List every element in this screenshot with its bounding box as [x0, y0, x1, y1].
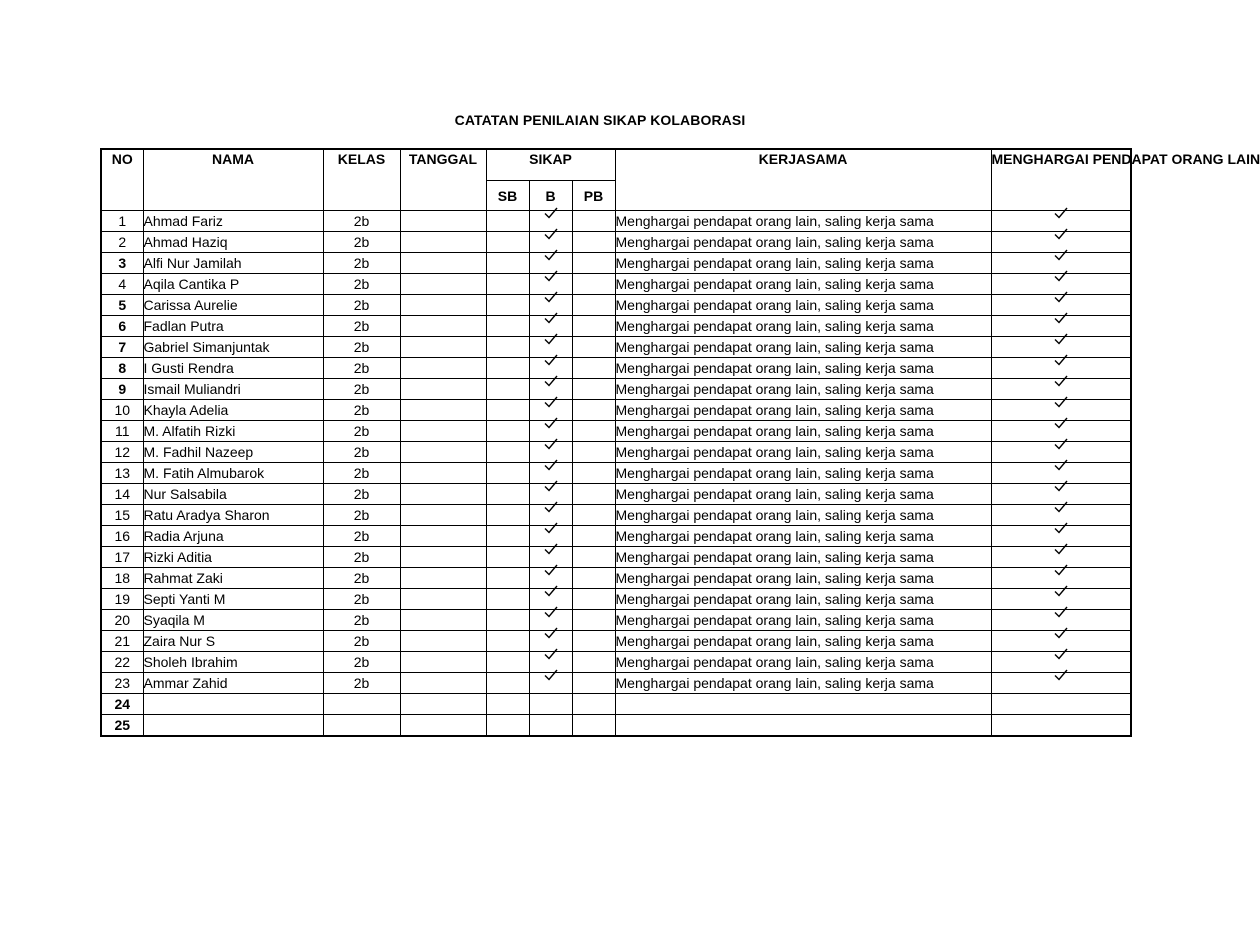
cell-nama: Carissa Aurelie: [143, 295, 323, 316]
table-row: [101, 379, 1131, 400]
cell-nama: Nur Salsabila: [143, 484, 323, 505]
cell-pb: [572, 589, 615, 610]
cell-no: 22: [101, 652, 143, 673]
table-row: [101, 568, 1131, 589]
table-row: [101, 673, 1131, 694]
cell-nama: Septi Yanti M: [143, 589, 323, 610]
cell-tanggal: [400, 652, 486, 673]
cell-pb: [572, 547, 615, 568]
cell-sb: [486, 568, 529, 589]
cell-sb: [486, 589, 529, 610]
cell-kerjasama: Menghargai pendapat orang lain, saling kerja sama: [615, 526, 991, 547]
checkmark-icon: [544, 360, 558, 376]
cell-sb: [486, 652, 529, 673]
cell-tanggal: [400, 274, 486, 295]
cell-sb: [486, 694, 529, 715]
checkmark-icon: [1054, 486, 1068, 502]
cell-tanggal: [400, 526, 486, 547]
cell-no: 5: [101, 295, 143, 316]
table-row: [101, 547, 1131, 568]
cell-nama: Rahmat Zaki: [143, 568, 323, 589]
cell-kerjasama: Menghargai pendapat orang lain, saling kerja sama: [615, 274, 991, 295]
cell-kerjasama: Menghargai pendapat orang lain, saling kerja sama: [615, 547, 991, 568]
cell-sb: [486, 379, 529, 400]
cell-no: 2: [101, 232, 143, 253]
cell-pb: [572, 715, 615, 737]
checkmark-icon: [1054, 612, 1068, 628]
checkmark-icon: [1054, 570, 1068, 586]
cell-b: [529, 715, 572, 737]
checkmark-icon: [544, 276, 558, 292]
table-row: [101, 526, 1131, 547]
cell-no: 4: [101, 274, 143, 295]
cell-sb: [486, 337, 529, 358]
cell-pb: [572, 253, 615, 274]
table-row: [101, 484, 1131, 505]
cell-pb: [572, 673, 615, 694]
table-row: [101, 253, 1131, 274]
table-row: [101, 358, 1131, 379]
cell-kelas: 2b: [323, 484, 400, 505]
assessment-table: [100, 148, 1260, 737]
cell-pb: [572, 505, 615, 526]
checkmark-icon: [544, 318, 558, 334]
checkmark-icon: [1054, 318, 1068, 334]
cell-sb: [486, 421, 529, 442]
checkmark-icon: [1054, 255, 1068, 271]
cell-pb: [572, 274, 615, 295]
cell-no: 6: [101, 316, 143, 337]
table-row: [101, 232, 1131, 253]
cell-sb: [486, 358, 529, 379]
cell-kerjasama: Menghargai pendapat orang lain, saling kerja sama: [615, 505, 991, 526]
checkmark-icon: [544, 255, 558, 271]
cell-kelas: 2b: [323, 274, 400, 295]
cell-kelas: 2b: [323, 442, 400, 463]
cell-sb: [486, 610, 529, 631]
cell-sb: [486, 673, 529, 694]
cell-kerjasama: Menghargai pendapat orang lain, saling kerja sama: [615, 358, 991, 379]
checkmark-icon: [1054, 675, 1068, 691]
cell-kerjasama: Menghargai pendapat orang lain, saling kerja sama: [615, 379, 991, 400]
cell-tanggal: [400, 379, 486, 400]
cell-no: 17: [101, 547, 143, 568]
cell-kelas: 2b: [323, 337, 400, 358]
cell-kerjasama: Menghargai pendapat orang lain, saling kerja sama: [615, 295, 991, 316]
cell-sb: [486, 463, 529, 484]
header-kelas: KELAS: [323, 149, 400, 211]
cell-nama: M. Fatih Almubarok: [143, 463, 323, 484]
cell-sb: [486, 295, 529, 316]
cell-nama: M. Alfatih Rizki: [143, 421, 323, 442]
cell-kerjasama: Menghargai pendapat orang lain, saling kerja sama: [615, 631, 991, 652]
checkmark-icon: [544, 234, 558, 250]
cell-no: 14: [101, 484, 143, 505]
checkmark-icon: [1054, 381, 1068, 397]
checkmark-icon: [544, 612, 558, 628]
checkmark-icon: [1054, 297, 1068, 313]
checkmark-icon: [544, 570, 558, 586]
cell-pb: [572, 442, 615, 463]
cell-kelas: 2b: [323, 631, 400, 652]
cell-kerjasama: Menghargai pendapat orang lain, saling kerja sama: [615, 652, 991, 673]
cell-tanggal: [400, 505, 486, 526]
cell-pb: [572, 652, 615, 673]
cell-no: 25: [101, 715, 143, 737]
cell-kelas: [323, 694, 400, 715]
cell-kelas: 2b: [323, 379, 400, 400]
table-row: [101, 337, 1131, 358]
cell-no: 12: [101, 442, 143, 463]
cell-tanggal: [400, 715, 486, 737]
cell-kerjasama: Menghargai pendapat orang lain, saling kerja sama: [615, 442, 991, 463]
checkmark-icon: [544, 213, 558, 229]
cell-nama: Rizki Aditia: [143, 547, 323, 568]
cell-pb: [572, 211, 615, 232]
cell-kerjasama: [615, 715, 991, 737]
cell-kelas: 2b: [323, 400, 400, 421]
checkmark-icon: [1054, 591, 1068, 607]
cell-no: 8: [101, 358, 143, 379]
cell-sb: [486, 211, 529, 232]
cell-sb: [486, 526, 529, 547]
cell-no: 21: [101, 631, 143, 652]
cell-kelas: 2b: [323, 358, 400, 379]
cell-kerjasama: Menghargai pendapat orang lain, saling kerja sama: [615, 421, 991, 442]
cell-sb: [486, 715, 529, 737]
cell-pb: [572, 526, 615, 547]
cell-tanggal: [400, 232, 486, 253]
checkmark-icon: [1054, 549, 1068, 565]
cell-nama: Ahmad Haziq: [143, 232, 323, 253]
cell-nama: Zaira Nur S: [143, 631, 323, 652]
cell-kelas: 2b: [323, 547, 400, 568]
cell-kerjasama: Menghargai pendapat orang lain, saling kerja sama: [615, 589, 991, 610]
cell-b: [529, 694, 572, 715]
cell-nama: Gabriel Simanjuntak: [143, 337, 323, 358]
cell-sb: [486, 316, 529, 337]
cell-kelas: 2b: [323, 232, 400, 253]
cell-tanggal: [400, 442, 486, 463]
checkmark-icon: [1054, 423, 1068, 439]
cell-kerjasama: Menghargai pendapat orang lain, saling kerja sama: [615, 484, 991, 505]
cell-sb: [486, 442, 529, 463]
cell-pb: [572, 400, 615, 421]
checkmark-icon: [1054, 654, 1068, 670]
cell-tanggal: [400, 358, 486, 379]
cell-no: 20: [101, 610, 143, 631]
checkmark-icon: [544, 423, 558, 439]
cell-kelas: 2b: [323, 505, 400, 526]
table-row: [101, 652, 1131, 673]
cell-nama: M. Fadhil Nazeep: [143, 442, 323, 463]
cell-kerjasama: Menghargai pendapat orang lain, saling kerja sama: [615, 211, 991, 232]
cell-tanggal: [400, 253, 486, 274]
cell-tanggal: [400, 589, 486, 610]
cell-sb: [486, 484, 529, 505]
cell-no: 10: [101, 400, 143, 421]
table-row: [101, 610, 1131, 631]
cell-pb: [572, 610, 615, 631]
cell-tanggal: [400, 421, 486, 442]
cell-pb: [572, 694, 615, 715]
checkmark-icon: [1054, 213, 1068, 229]
header-sb: SB: [486, 181, 529, 211]
checkmark-icon: [544, 444, 558, 460]
table-body: [101, 211, 1131, 737]
cell-pb: [572, 295, 615, 316]
checkmark-icon: [1054, 444, 1068, 460]
cell-nama: Khayla Adelia: [143, 400, 323, 421]
cell-tanggal: [400, 211, 486, 232]
cell-kerjasama: [615, 694, 991, 715]
checkmark-icon: [1054, 633, 1068, 649]
checkmark-icon: [1054, 465, 1068, 481]
cell-kelas: [323, 715, 400, 737]
cell-tanggal: [400, 337, 486, 358]
cell-pb: [572, 232, 615, 253]
header-tanggal: TANGGAL: [400, 149, 486, 211]
checkmark-icon: [1054, 339, 1068, 355]
cell-nama: Aqila Cantika P: [143, 274, 323, 295]
cell-pb: [572, 379, 615, 400]
cell-no: 24: [101, 694, 143, 715]
cell-tanggal: [400, 295, 486, 316]
cell-kelas: 2b: [323, 211, 400, 232]
checkmark-icon: [544, 339, 558, 355]
header-sikap: SIKAP: [486, 149, 615, 181]
cell-kerjasama: Menghargai pendapat orang lain, saling kerja sama: [615, 673, 991, 694]
cell-tanggal: [400, 463, 486, 484]
cell-kerjasama: Menghargai pendapat orang lain, saling kerja sama: [615, 400, 991, 421]
cell-sb: [486, 505, 529, 526]
cell-b: [529, 673, 572, 694]
table-row: [101, 442, 1131, 463]
cell-nama: Fadlan Putra: [143, 316, 323, 337]
cell-pb: [572, 358, 615, 379]
page-title: CATATAN PENILAIAN SIKAP KOLABORASI: [454, 112, 746, 128]
cell-kerjasama: Menghargai pendapat orang lain, saling kerja sama: [615, 232, 991, 253]
checkmark-icon: [544, 528, 558, 544]
cell-nama: Ammar Zahid: [143, 673, 323, 694]
checkmark-icon: [544, 654, 558, 670]
table-row: [101, 694, 1131, 715]
table-row: [101, 505, 1131, 526]
cell-tanggal: [400, 631, 486, 652]
table-row: [101, 589, 1131, 610]
table-row: [101, 211, 1131, 232]
table-row: [101, 715, 1131, 737]
cell-kelas: 2b: [323, 295, 400, 316]
cell-kelas: 2b: [323, 526, 400, 547]
cell-no: 15: [101, 505, 143, 526]
cell-kelas: 2b: [323, 589, 400, 610]
checkmark-icon: [544, 633, 558, 649]
cell-kerjasama: Menghargai pendapat orang lain, saling kerja sama: [615, 253, 991, 274]
cell-kelas: 2b: [323, 421, 400, 442]
cell-no: 9: [101, 379, 143, 400]
cell-nama: Ismail Muliandri: [143, 379, 323, 400]
cell-nama: Sholeh Ibrahim: [143, 652, 323, 673]
checkmark-icon: [544, 591, 558, 607]
cell-pb: [572, 631, 615, 652]
cell-no: 23: [101, 673, 143, 694]
cell-nama: Ahmad Fariz: [143, 211, 323, 232]
checkmark-icon: [544, 549, 558, 565]
cell-no: 3: [101, 253, 143, 274]
cell-pb: [572, 337, 615, 358]
cell-nama: Radia Arjuna: [143, 526, 323, 547]
cell-sb: [486, 400, 529, 421]
cell-nama: Alfi Nur Jamilah: [143, 253, 323, 274]
cell-tanggal: [400, 673, 486, 694]
cell-tanggal: [400, 547, 486, 568]
cell-no: 16: [101, 526, 143, 547]
header-pb: PB: [572, 181, 615, 211]
cell-tanggal: [400, 694, 486, 715]
cell-no: 1: [101, 211, 143, 232]
cell-sb: [486, 631, 529, 652]
table-row: [101, 316, 1131, 337]
header-nama: NAMA: [143, 149, 323, 211]
cell-nama: Ratu Aradya Sharon: [143, 505, 323, 526]
cell-no: 18: [101, 568, 143, 589]
header-menghargai: MENGHARGAI PENDAPAT ORANG LAIN: [991, 149, 1131, 211]
cell-sb: [486, 232, 529, 253]
cell-sb: [486, 547, 529, 568]
cell-pb: [572, 484, 615, 505]
cell-tanggal: [400, 568, 486, 589]
checkmark-icon: [1054, 507, 1068, 523]
checkmark-icon: [544, 675, 558, 691]
cell-menghargai: [991, 715, 1131, 737]
cell-nama: [143, 694, 323, 715]
table-row: [101, 463, 1131, 484]
table-row: [101, 400, 1131, 421]
cell-kelas: 2b: [323, 610, 400, 631]
checkmark-icon: [544, 486, 558, 502]
cell-kelas: 2b: [323, 652, 400, 673]
cell-no: 11: [101, 421, 143, 442]
cell-kelas: 2b: [323, 463, 400, 484]
header-b: B: [529, 181, 572, 211]
table-row: [101, 295, 1131, 316]
checkmark-icon: [544, 465, 558, 481]
cell-tanggal: [400, 400, 486, 421]
cell-no: 19: [101, 589, 143, 610]
checkmark-icon: [1054, 360, 1068, 376]
cell-no: 7: [101, 337, 143, 358]
checkmark-icon: [544, 507, 558, 523]
cell-tanggal: [400, 610, 486, 631]
table-row: [101, 631, 1131, 652]
cell-nama: Syaqila M: [143, 610, 323, 631]
checkmark-icon: [1054, 402, 1068, 418]
cell-sb: [486, 274, 529, 295]
checkmark-icon: [1054, 528, 1068, 544]
cell-kerjasama: Menghargai pendapat orang lain, saling kerja sama: [615, 337, 991, 358]
cell-kelas: 2b: [323, 568, 400, 589]
checkmark-icon: [1054, 276, 1068, 292]
cell-menghargai: [991, 673, 1131, 694]
cell-kelas: 2b: [323, 253, 400, 274]
checkmark-icon: [544, 402, 558, 418]
cell-menghargai: [991, 694, 1131, 715]
cell-no: 13: [101, 463, 143, 484]
checkmark-icon: [544, 381, 558, 397]
table-row: [101, 421, 1131, 442]
cell-tanggal: [400, 484, 486, 505]
cell-nama: I Gusti Rendra: [143, 358, 323, 379]
cell-kerjasama: Menghargai pendapat orang lain, saling kerja sama: [615, 463, 991, 484]
cell-pb: [572, 316, 615, 337]
cell-kelas: 2b: [323, 673, 400, 694]
checkmark-icon: [544, 297, 558, 313]
cell-nama: [143, 715, 323, 737]
cell-kelas: 2b: [323, 316, 400, 337]
cell-pb: [572, 463, 615, 484]
cell-pb: [572, 568, 615, 589]
header-kerjasama: KERJASAMA: [615, 149, 991, 211]
cell-kerjasama: Menghargai pendapat orang lain, saling kerja sama: [615, 316, 991, 337]
cell-kerjasama: Menghargai pendapat orang lain, saling kerja sama: [615, 610, 991, 631]
cell-pb: [572, 421, 615, 442]
checkmark-icon: [1054, 234, 1068, 250]
table-row: [101, 274, 1131, 295]
cell-tanggal: [400, 316, 486, 337]
header-no: NO: [101, 149, 143, 211]
cell-kerjasama: Menghargai pendapat orang lain, saling kerja sama: [615, 568, 991, 589]
cell-sb: [486, 253, 529, 274]
